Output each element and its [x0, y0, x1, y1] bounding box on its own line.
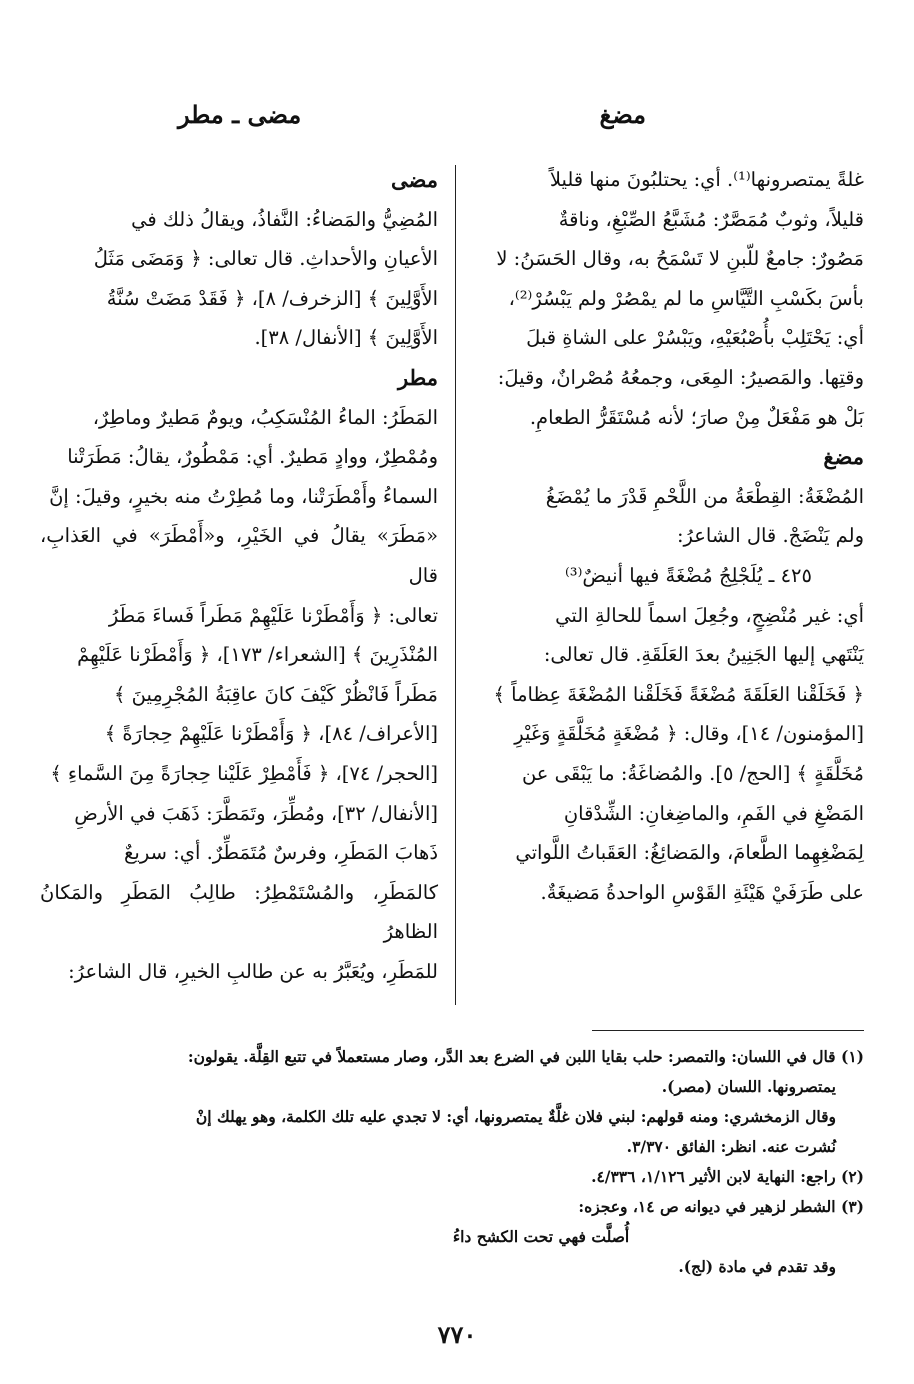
- text-line: مَطَراً فَانْظُرْ كَيْفَ كانَ عاقِبَةُ المُجْرِمِينَ ﴾: [114, 682, 438, 706]
- entry-heading-matar: مطر: [397, 364, 438, 390]
- footnote-line: (٣) الشطر لزهير في ديوانه ص ١٤، وعجزه:: [578, 1197, 864, 1216]
- text-line: «مَطَرَ» يقالُ في الخَيْرِ، و«أَمْطَرَ» في العَذابِ، قال: [40, 524, 438, 587]
- footnote-separator: [592, 1030, 864, 1031]
- text-line: تعالى: ﴿ وَأَمْطَرْنا عَلَيْهِمْ مَطَراً فَساءَ مَطَرُ: [108, 603, 438, 627]
- text-line: ذَهابَ المَطَرِ، وفرسٌ مُتَمَطِّرٌ. أي: سريعٌ: [124, 841, 438, 865]
- text-line: المَطَرُ: الماءُ المُنْسَكِبُ، ويومٌ مَطيرٌ وماطِرٌ،: [92, 405, 438, 429]
- text-line: الأَوَّلِينَ ﴾ [الزخرف/ ٨]، ﴿ فَقَدْ مَضَتْ سُنَّةُ: [106, 286, 438, 310]
- text-line: المُضِيُّ والمَضاءُ: النَّفاذُ، ويقالُ ذلك في: [131, 207, 438, 231]
- text-line: مَصُورٌ: جامعٌ للّبنِ لا تَسْمَحُ به، وقال الحَسَنُ: لا: [496, 247, 864, 271]
- text-line: ومُمْطِرٌ، ووادٍ مَطيرٌ. أي: مَمْطُورٌ، يقالُ: مَطَرَتْنا: [67, 445, 438, 469]
- left-column: [40, 160, 438, 991]
- text-line: كالمَطَرِ، والمُسْتَمْطِرُ: طالِبُ المَطَرِ والمَكانُ الظاهرُ: [40, 880, 438, 944]
- text-line: يَنْتَهي إليها الجَنِينُ بعدَ العَلَقَةِ. قال تعالى:: [543, 643, 864, 667]
- text-line: وقتِها. والمَصيرُ: المِعَى، وجمعُهُ مُصْرانٌ، وقيلَ:: [497, 365, 864, 389]
- text-line: المُضْغَةُ: القِطْعَةُ من اللَّحْمِ قَدْرَ ما يُمْضَغُ: [545, 484, 864, 508]
- footnote-line: يمتصرونها. اللسان (مصر).: [661, 1077, 836, 1096]
- text-line: على طَرَفَيْ هَيْئَةِ القَوْسِ الواحدةُ مَضيغَةٌ.: [540, 880, 864, 904]
- text-line: لِمَضْغِهِما الطَّعامَ، والمَضائِغُ: العَقَباتُ اللَّواتي: [515, 841, 864, 865]
- text-line: غلةً يمتصرونها⁽¹⁾. أي: يحتلبُونَ منها قليلاً: [549, 168, 864, 191]
- footnote-line: (٢) راجع: النهاية لابن الأثير ١/١٢٦، ٤/٣٣٦.: [591, 1167, 864, 1186]
- text-line: [الأنفال/ ٣٢]، ومُطِّرَ، وتَمَطَّرَ: ذَهَبَ في الأرضِ: [74, 801, 438, 825]
- footnote-line: نُشرت عنه. انظر: الفائق ٣/٣٧٠.: [626, 1137, 836, 1156]
- page-number: ٧٧٠: [437, 1320, 477, 1349]
- text-line: [الحجر/ ٧٤]، ﴿ فَأَمْطِرْ عَلَيْنا حِجارَةً مِنَ السَّماءِ ﴾: [50, 761, 438, 785]
- text-line: أي: غير مُنْضِجٍ، وجُعِلَ اسماً للحالةِ التي: [555, 603, 864, 627]
- footnote-line: وقال الزمخشري: ومنه قولهم: لبني فلان غلَّةٌ يمتصرونها، أي: لا تجدي عليه تلك الكلمة، وهو يهلك إنْ: [195, 1107, 836, 1126]
- text-line: مُخَلَّقَةٍ ﴾ [الحج/ ٥]. والمُضاغَةُ: ما يَبْقَى عن: [521, 761, 864, 785]
- running-header-right: مضغ: [599, 100, 646, 129]
- running-header-left: مضى ـ مطر: [178, 100, 302, 129]
- entry-heading-muda: مضى: [391, 167, 438, 192]
- column-divider: [455, 165, 456, 1005]
- footnote-line: (١) قال في اللسان: والتمصر: حلب بقايا اللبن في الضرع بعد الدَّر، وصار مستعملاً في تتبع القِلَّة. يقولون:: [187, 1047, 864, 1066]
- text-line: قليلاً، وثوبٌ مُمَصَّرٌ: مُشَبَّعُ الصِّبْغِ، وناقةٌ: [558, 207, 864, 231]
- text-line: السماءُ وأَمْطَرَتْنا، وما مُطِرْتُ منه بخيرٍ، وقيلَ: إنَّ: [49, 484, 438, 508]
- entry-heading-mudgh: مضغ: [823, 444, 864, 470]
- text-line: أي: يَحْتَلِبْ بأُصْبُعَيْهِ، ويَبْسُرْ على الشاةِ قبلَ: [526, 326, 864, 350]
- text-line: المُنْذَرِينَ ﴾ [الشعراء/ ١٧٣]، ﴿ وَأَمْطَرْنا عَلَيْهِمْ: [77, 643, 438, 667]
- text-line: الأَوَّلِينَ ﴾ [الأنفال/ ٣٨].: [254, 326, 438, 350]
- poetry-verse: ٤٢٥ ـ يُلَجْلِجُ مُضْغَةً فيها أنيضٌ⁽³⁾: [564, 563, 812, 587]
- footnotes: [38, 1042, 864, 1282]
- footnote-line: وقد تقدم في مادة (لج).: [678, 1257, 836, 1276]
- text-line: الأعيانِ والأحداثِ. قال تعالى: ﴿ وَمَضَى مَثَلُ: [93, 247, 438, 271]
- text-line: [المؤمنون/ ١٤]، وقال: ﴿ مُضْغَةٍ مُخَلَّقَةٍ وَغَيْرِ: [514, 722, 864, 746]
- right-column: [466, 160, 864, 912]
- footnote-verse: أُصلَّت فهي تحت الكشح داءُ: [452, 1227, 630, 1246]
- text-line: بأسَ بكَسْبِ التَّيَّاسِ ما لم يمْصُرْ ولم يَبْسُرْ⁽²⁾،: [508, 286, 864, 310]
- text-line: بَلْ هو مَفْعَلٌ مِنْ صارَ؛ لأنه مُسْتَقَرُّ الطعامِ.: [529, 405, 864, 429]
- text-line: ولم يَنْضَجْ. قال الشاعرُ:: [676, 524, 864, 548]
- text-line: [الأعراف/ ٨٤]، ﴿ وَأَمْطَرْنا عَلَيْهِمْ حِجارَةً ﴾: [104, 722, 438, 746]
- text-line: للمَطَرِ، ويُعَبَّرُ به عن طالبِ الخيرِ، قال الشاعرُ:: [68, 959, 438, 983]
- text-line: المَضْغِ في الفَمِ، والماضِغانِ: الشِّدْقانِ: [563, 801, 864, 825]
- text-line: ﴿ فَخَلَقْنا العَلَقَةَ مُضْغَةً فَخَلَقْنا المُضْغَةَ عِظاماً ﴾: [493, 682, 864, 706]
